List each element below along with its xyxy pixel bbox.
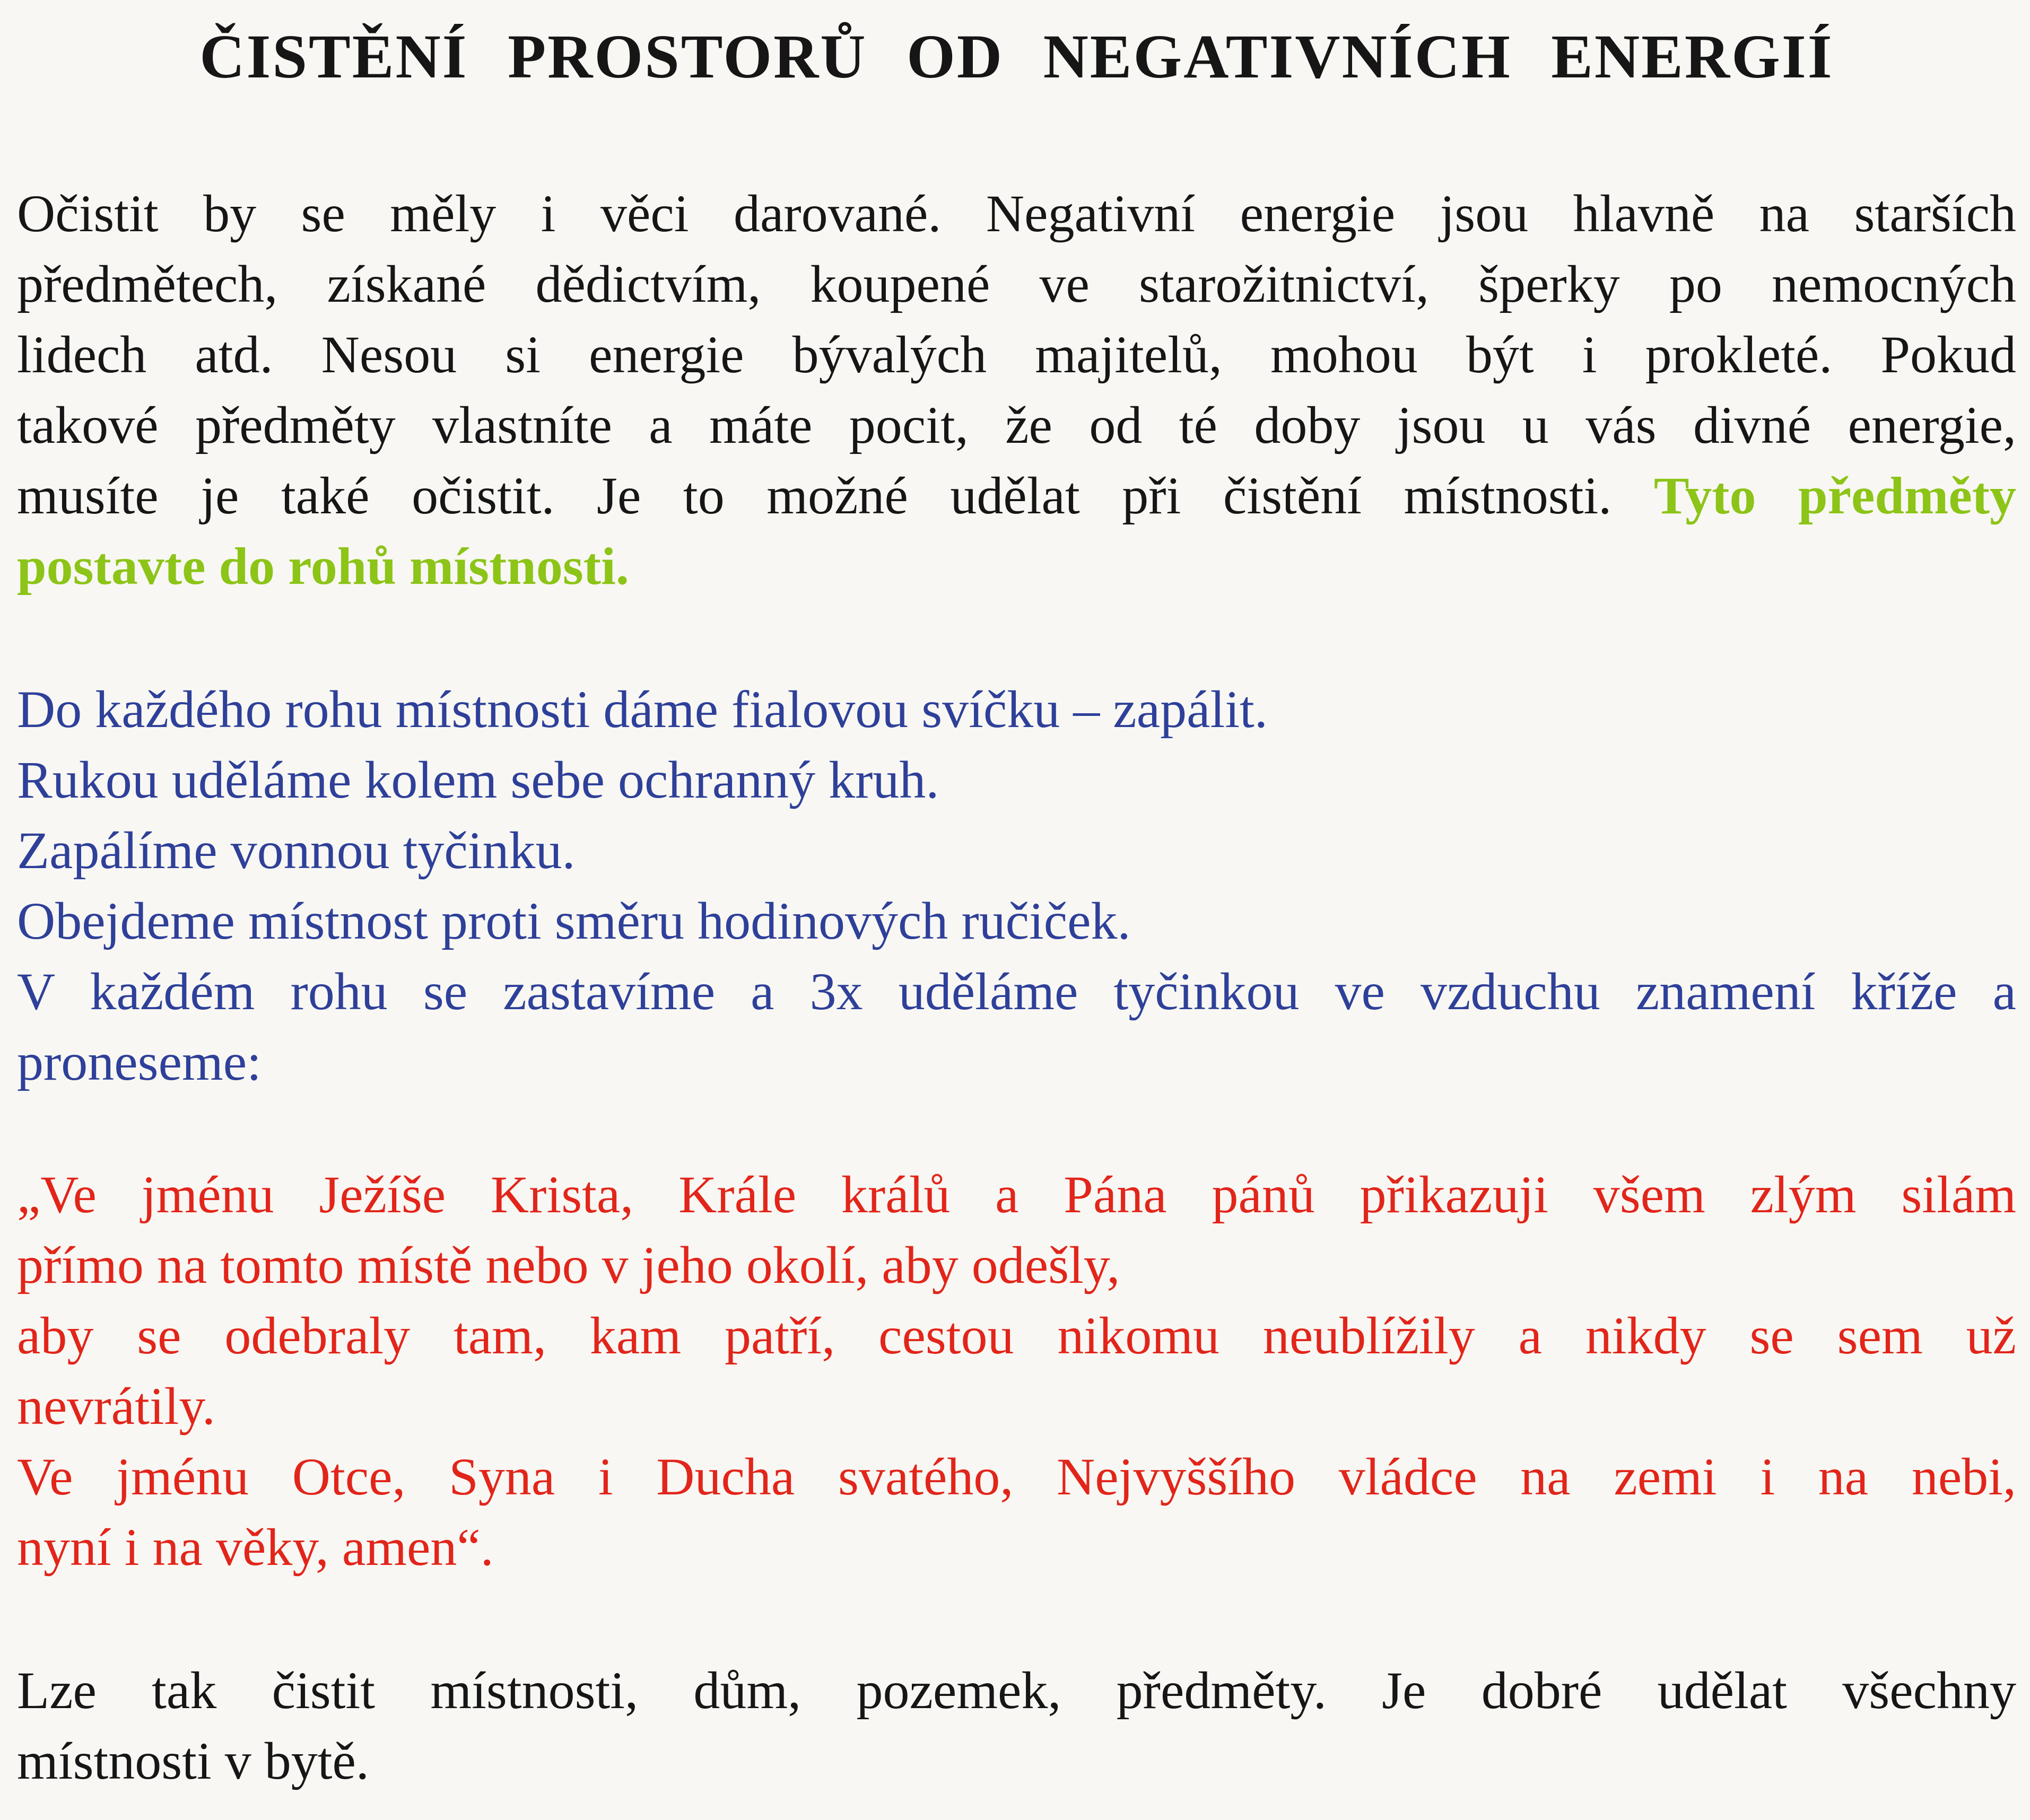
scanned-document-page xyxy=(17,14,2016,1796)
green-highlight-start: Tyto předměty xyxy=(1653,466,2017,525)
intro-line-4: takové předměty vlastníte a máte pocit, že od té doby jsou u vás divné energie, xyxy=(17,396,2016,454)
intro-line-3: lidech atd. Nesou si energie bývalých majitelů, mohou být i prokleté. Pokud xyxy=(17,325,2016,384)
prayer-paragraph xyxy=(17,1159,2016,1582)
prayer-line-3: aby se odebraly tam, kam patří, cestou nikomu neublížily a nikdy se sem už xyxy=(17,1306,2016,1365)
instruction-line-6: proneseme: xyxy=(17,1032,262,1091)
intro-paragraph xyxy=(17,178,2016,601)
intro-line-6 xyxy=(17,531,2016,601)
instruction-line-2: Rukou uděláme kolem sebe ochranný kruh. xyxy=(17,750,939,809)
instruction-line-1: Do každého rohu místnosti dáme fialovou svíčku – zapálit. xyxy=(17,680,1268,739)
instruction-line-4: Obejdeme místnost proti směru hodinových ručiček. xyxy=(17,891,1131,950)
prayer-line-5: Ve jménu Otce, Syna i Ducha svatého, Nejvyššího vládce na zemi i na nebi, xyxy=(17,1447,2016,1506)
prayer-line-2: přímo na tomto místě nebo v jeho okolí, aby odešly, xyxy=(17,1236,1120,1294)
intro-line-5-text: musíte je také očistit. Je to možné udělat při čistění místnosti. xyxy=(17,466,1612,525)
intro-line-5 xyxy=(17,460,2016,531)
prayer-line-4: nevrátily. xyxy=(17,1377,215,1436)
closing-paragraph xyxy=(17,1655,2016,1796)
document-title: ČISTĚNÍ PROSTORŮ OD NEGATIVNÍCH ENERGIÍ xyxy=(199,22,1834,91)
closing-line-2: místnosti v bytě. xyxy=(17,1731,369,1790)
prayer-line-6: nyní i na věky, amen“. xyxy=(17,1518,494,1577)
prayer-line-1: „Ve jménu Ježíše Krista, Krále králů a Pána pánů přikazuji všem zlým silám xyxy=(17,1165,2016,1224)
instruction-line-3: Zapálíme vonnou tyčinku. xyxy=(17,821,576,880)
instruction-line-5: V každém rohu se zastavíme a 3x uděláme tyčinkou ve vzduchu znamení kříže a xyxy=(17,962,2016,1021)
closing-line-1: Lze tak čistit místnosti, dům, pozemek, předměty. Je dobré udělat všechny xyxy=(17,1661,2016,1720)
green-highlight-end: postavte do rohů místnosti. xyxy=(17,537,629,596)
intro-line-2: předmětech, získané dědictvím, koupené ve starožitnictví, šperky po nemocných xyxy=(17,255,2016,313)
instructions-list xyxy=(17,674,2016,1097)
intro-line-1: Očistit by se měly i věci darované. Negativní energie jsou hlavně na starších xyxy=(17,184,2016,243)
